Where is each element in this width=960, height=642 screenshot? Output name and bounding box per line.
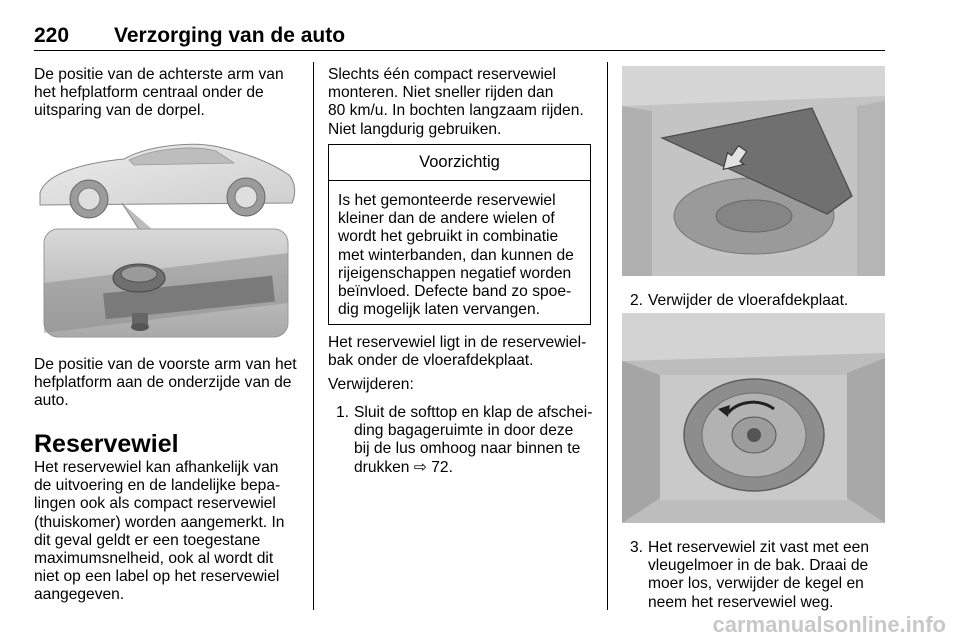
removal-label: Verwijderen: (328, 376, 414, 393)
spare-wheel-illustration (622, 313, 885, 523)
floor-cover-illustration (622, 66, 885, 276)
section-heading-reservewiel: Reservewiel (34, 430, 179, 458)
step-3-number: 3. (630, 539, 644, 556)
caution-title: Voorzichtig (329, 145, 590, 181)
step-2-number: 2. (630, 292, 644, 309)
page-number: 220 (34, 24, 70, 47)
step-3-text: Het reservewiel zit vast met een vleugelmoer in de bak. Draai de moer los, verwijder de kegel en neem het reservewiel weg. (648, 539, 869, 611)
watermark: carmanualsonline.info (712, 612, 946, 637)
caution-box (328, 144, 591, 325)
step-2-text: Verwijder de vloerafdekplaat. (648, 292, 849, 309)
lift-points-illustration (34, 133, 298, 340)
step-1-page-ref[interactable]: 72. (431, 458, 453, 476)
lift-front-arm-text: De positie van de voorste arm van het hefplatform aan de onderzijde van de auto. (34, 356, 297, 410)
page-reference-icon: ⇨ (413, 458, 432, 476)
column-divider-2 (607, 62, 608, 610)
step-1-number: 1. (336, 404, 350, 421)
compact-spare-text: Slechts één compact reservewiel monteren. Niet sneller rijden dan 80 km/u. In bochten langzaam rijden. Niet langdurig gebruiken. (328, 66, 584, 138)
spare-location-text: Het reservewiel ligt in de reservewiel- bak onder de vloerafdekplaat. (328, 334, 587, 370)
lift-rear-arm-text: De positie van de achterste arm van het hefplatform centraal onder de uitsparing van de dorpel. (34, 66, 284, 120)
step-1-body: Sluit de softtop en klap de afschei- ding bagageruimte in door deze bij de lus omhoog naar binnen te drukken (354, 404, 593, 476)
reservewiel-intro-text: Het reservewiel kan afhankelijk van de uitvoering en de landelijke bepa- lingen ook als compact reservewiel (thuiskomer) worden aangemerkt. In dit geval geldt er een toegestane maximumsnelheid, ook al wordt dit niet op een label op het reservewiel aangegeven. (34, 459, 285, 604)
page-title: Verzorging van de auto (114, 24, 346, 47)
page-header (34, 22, 885, 51)
caution-text: Is het gemonteerde reservewiel kleiner dan de andere wielen of wordt het gebruikt in combinatie met winterbanden, dan kunnen de rijeigenschappen negatief worden beïnvloed. Defecte band zo spoe- dig mogelijk laten vervangen. (338, 192, 574, 319)
column-divider-1 (313, 62, 314, 610)
step-1-text (354, 404, 599, 477)
